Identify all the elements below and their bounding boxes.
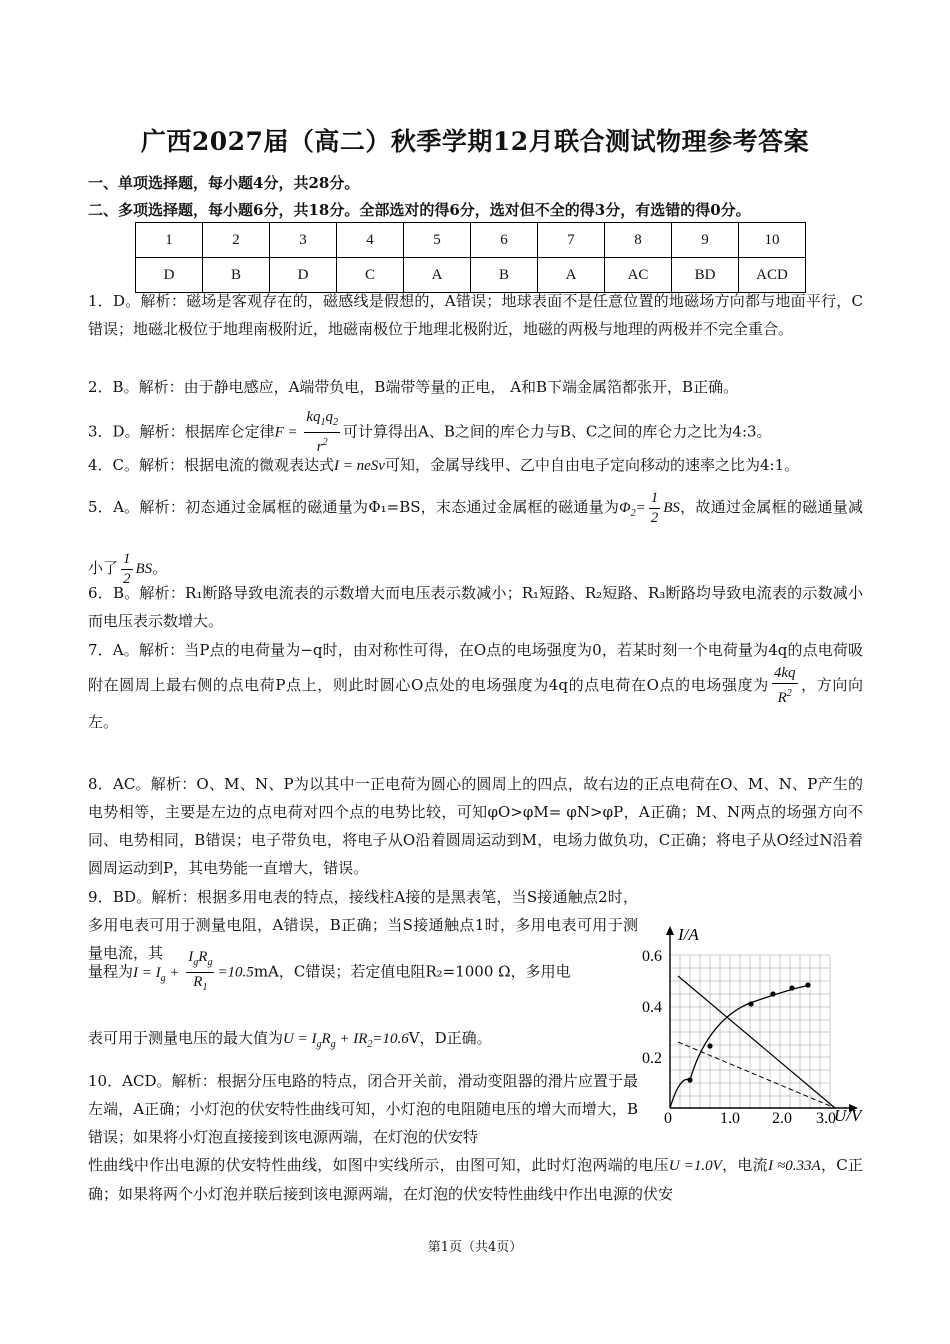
answer-key: D bbox=[270, 258, 337, 293]
answer-key: ACD bbox=[739, 258, 806, 293]
y-tick-label: 0.4 bbox=[642, 999, 662, 1016]
y-axis-label: I/A bbox=[678, 925, 699, 944]
question-number: 9 bbox=[672, 223, 739, 258]
source-iv-dashed-line bbox=[678, 1042, 835, 1108]
x-tick-label: 2.0 bbox=[772, 1110, 792, 1125]
half-fraction: $\frac{1}{2}$ bbox=[650, 489, 659, 526]
answer-key: C bbox=[337, 258, 404, 293]
question-number: 10 bbox=[739, 223, 806, 258]
explanation-q9-line1: 9．BD。解析：根据多用电表的特点，接线柱A接的是黑表笔，当S接通触点2时，多用电表可用于测量电阻，A错误，B正确；当S接通触点1时，多用电表可用于测量电流，其 bbox=[88, 888, 638, 962]
flux-formula: $\Phi_2=$ bbox=[619, 500, 646, 519]
q3-text-pre: 3．D。解析：根据库仑定律 bbox=[88, 422, 275, 441]
data-points bbox=[687, 982, 810, 1082]
explanation-q8: 8．AC。解析：O、M、N、P为以其中一正电荷为圆心的圆周上的四点，故右边的正点电荷在O、M、N、P产生的电势相等，主要是左边的点电荷对四个点的电势比较，可知φO>φM= φN>φP，A正确；M、N两点的场强方向不同、电势相同，B错误；电子带负电，将电子从O沿着圆周运动到M，电场力做负功，C正确；将电子从O经过N沿着圆周运动到P，其电势能一直增大，错误。 bbox=[88, 775, 863, 877]
answer-key: D bbox=[136, 258, 203, 293]
coulomb-fraction: $\frac{kq_1q_2}{r^2}$ bbox=[306, 409, 339, 455]
coulomb-formula: F = bbox=[274, 424, 302, 441]
question-number: 8 bbox=[605, 223, 672, 258]
explanation-q5: 5．A。解析：初态通过金属框的磁通量为Φ₁=BS，末态通过金属框的磁通量为$\Phi_2=$ $\frac{1}{2}$ BS，故通过金属框的磁通量减小了 $\frac{1}{2}$ BS。 bbox=[88, 489, 863, 587]
range-fraction: $\frac{I_gR_g}{R_1}$ bbox=[188, 949, 213, 993]
x-tick-label: 3.0 bbox=[816, 1110, 836, 1125]
explanation-q2: 2．B。解析：由于静电感应，A端带负电，B端带等量的正电， A和B下端金属箔都张开，B正确。 bbox=[88, 378, 739, 396]
q7-text-pre: 7．A。解析：当P点的电荷量为−q时，由对称性可得，在O点的电场强度为0，若某时刻一个电荷量为4q的点电荷吸附在圆周上最右侧的点电荷P点上，则此时圆心O点处的电场强度为4q的点电荷在O点的电场强度为 bbox=[88, 641, 863, 694]
q5-text-pre: 5．A。解析：初态通过金属框的磁通量为Φ₁=BS，末态通过金属框的磁通量为 bbox=[88, 498, 620, 516]
question-number: 7 bbox=[538, 223, 605, 258]
section-multi-choice: 二、多项选择题，每小题6分，共18分。全部选对的得6分，选对但不全的得3分，有选错的得0分。 bbox=[88, 201, 751, 219]
explanation-q7 bbox=[88, 636, 863, 736]
y-tick-label: 0.2 bbox=[642, 1050, 662, 1067]
answer-key: BD bbox=[672, 258, 739, 293]
question-number: 6 bbox=[471, 223, 538, 258]
explanation-q4 bbox=[88, 451, 863, 480]
q3-text-post: 可计算得出A、B之间的库仑力与B、C之间的库仑力之比为4:3。 bbox=[343, 422, 772, 441]
answer-key: AC bbox=[605, 258, 672, 293]
field-fraction: $\frac{4kq}{R^2}$ bbox=[773, 665, 796, 706]
origin-label: 0 bbox=[664, 1110, 672, 1125]
half-fraction-2: $\frac{1}{2}$ bbox=[123, 550, 131, 587]
q4-text-post: 可知，金属导线甲、乙中自由电子定向移动的速率之比为4:1。 bbox=[384, 456, 800, 474]
explanation-q10-line1: 10．ACD。解析：根据分压电路的特点，闭合开关前，滑动变阻器的滑片应置于最左端，A正确；小灯泡的伏安特性曲线可知，小灯泡的电阻随电压的增大而增大，B错误；如果将小灯泡直接接到该电源两端，在灯泡的伏安特 bbox=[88, 1072, 638, 1146]
page-title: 广西2027届（高二）秋季学期12月联合测试物理参考答案 bbox=[140, 127, 810, 156]
q5-text-post: 。 bbox=[152, 559, 168, 577]
explanation-q1: 1．D。解析：磁场是客观存在的，磁感线是假想的，A错误；地球表面不是任意位置的地磁场方向都与地面平行，C错误；地磁北极位于地理南极附近，地磁南极位于地理北极附近，地磁的两极与地理的两极并不完全重合。 bbox=[88, 292, 863, 338]
current-formula: I = neSv bbox=[334, 458, 385, 474]
answer-key: B bbox=[471, 258, 538, 293]
question-number: 5 bbox=[404, 223, 471, 258]
explanation-q3 bbox=[88, 408, 863, 457]
iv-curve-graph bbox=[640, 920, 885, 1125]
q4-text-pre: 4．C。解析：根据电流的微观表达式 bbox=[88, 456, 335, 474]
answer-key: A bbox=[538, 258, 605, 293]
answer-number-row bbox=[136, 223, 806, 258]
answer-table bbox=[135, 222, 806, 293]
x-axis-label: U/V bbox=[834, 1106, 862, 1125]
explanation-q9-range: 量程为$I = I_g$ + $\frac{I_gR_g}{R_1}$ =10.5mA，C错误；若定值电阻R₂=1000 Ω，多用电 bbox=[88, 948, 638, 997]
q5-text-mid: ，故通过金属框的磁通量减小了 bbox=[88, 498, 863, 577]
explanation-q10-line2: 性曲线中作出电源的伏安特性曲线，如图中实线所示，由图可知，此时灯泡两端的电压U =1.0V，电流I ≈0.33A，C正确；如果将两个小灯泡并联后接到该电源两端，在灯泡的伏安特性曲线中作出电源的伏安 bbox=[88, 1156, 863, 1203]
section-single-choice: 一、单项选择题，每小题4分，共28分。 bbox=[88, 174, 360, 192]
source-iv-line bbox=[678, 976, 835, 1108]
question-number: 1 bbox=[136, 223, 203, 258]
question-number: 4 bbox=[337, 223, 404, 258]
q7-text-post: ，方向向左。 bbox=[88, 676, 863, 731]
y-tick-label: 0.6 bbox=[642, 948, 662, 965]
explanation-q9-voltage: 表可用于测量电压的最大值为$U = I_gR_g + IR_2=10.6V$，D正确。 bbox=[88, 1029, 492, 1050]
x-tick-label: 1.0 bbox=[720, 1110, 740, 1125]
grid bbox=[670, 955, 830, 1108]
question-number: 3 bbox=[270, 223, 337, 258]
y-axis-arrow bbox=[666, 926, 674, 935]
page-footer: 第1页（共4页） bbox=[427, 1240, 523, 1255]
answer-key: B bbox=[203, 258, 270, 293]
explanation-q6: 6．B。解析：R₁断路导致电流表的示数增大而电压表示数减小；R₁短路、R₂短路、R₃断路均导致电流表的示数减小而电压表示数增大。 bbox=[88, 584, 863, 630]
question-number: 2 bbox=[203, 223, 270, 258]
answer-key: A bbox=[404, 258, 471, 293]
